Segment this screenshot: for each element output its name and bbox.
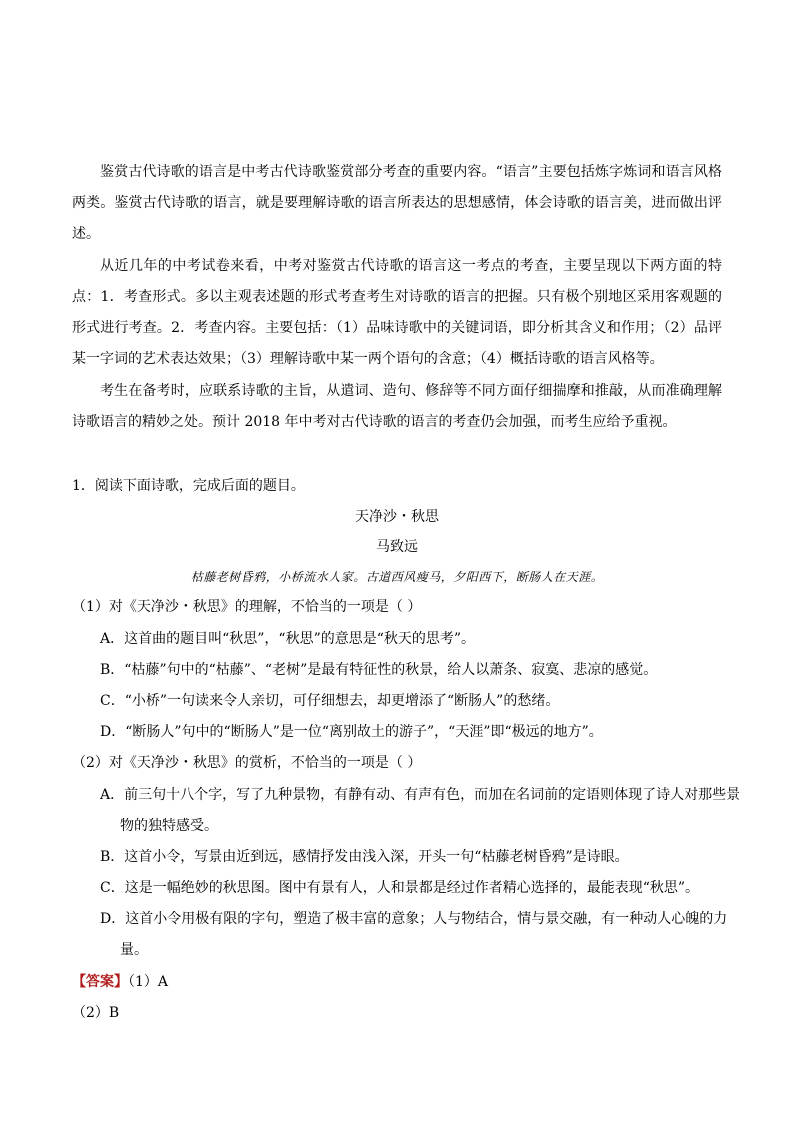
answer-line-2: [72, 998, 119, 1028]
sub-question-1: （1）对《天净沙・秋思》的理解，不恰当的一项是（ ）: [72, 599, 422, 615]
q1-option-d: D．“断肠人”句中的“断肠人”是一位“离别故土的游子”，“天涯”即“极远的地方”。: [100, 724, 603, 740]
intro-paragraph-3: 考生在备考时，应联系诗歌的主旨，从遣词、造句、修辞等不同方面仔细揣摩和推敲，从而准确理解诗歌语言的精妙之处。预计 2018 年中考对古代诗歌的语言的考查仍会加强，而考生应给予重视。: [72, 383, 722, 430]
poem-author: 马致远: [376, 539, 418, 555]
answer-tag: 【答案】: [72, 974, 128, 990]
q1-option-b: B．“枯藤”句中的“枯藤”、“老树”是最有特征性的秋景，给人以萧条、寂寞、悲凉的感觉。: [100, 662, 658, 678]
poem-title: 天净沙・秋思: [355, 509, 439, 525]
q2-option-a: A．前三句十八个字，写了九种景物，有静有动、有声有色，而加在名词前的定语则体现了诗人对那些景物的独特感受。: [100, 787, 741, 834]
q2-option-c: C．这是一幅绝妙的秋思图。图中有景有人，人和景都是经过作者精心选择的，最能表现“秋思”。: [100, 880, 700, 896]
intro-paragraph-1: 鉴赏古代诗歌的语言是中考古代诗歌鉴赏部分考查的重要内容。“语言”主要包括炼字炼词和语言风格两类。鉴赏古代诗歌的语言，就是要理解诗歌的语言所表达的思想感情，体会诗歌的语言美，进而做出评述。: [72, 164, 722, 242]
q2-option-b: B．这首小令，写景由近到远，感情抒发由浅入深，开头一句“枯藤老树昏鸦”是诗眼。: [100, 849, 629, 865]
answer-line-1: [72, 967, 168, 997]
answer-1: （1）A: [128, 974, 169, 990]
sub-question-2: （2）对《天净沙・秋思》的赏析，不恰当的一项是（ ）: [72, 755, 422, 771]
q1-option-a: A．这首曲的题目叫“秋思”，“秋思”的意思是“秋天的思考”。: [100, 631, 476, 647]
poem-body: 枯藤老树昏鸦，小桥流水人家。古道西风瘦马，夕阳西下，断肠人在天涯。: [190, 570, 604, 584]
q1-option-c: C．“小桥”一句读来令人亲切，可仔细想去，却更增添了“断肠人”的愁绪。: [100, 693, 560, 709]
intro-paragraph-2: 从近几年的中考试卷来看，中考对鉴赏古代诗歌的语言这一考点的考查，主要呈现以下两方面的特点：1．考查形式。多以主观表述题的形式考查考生对诗歌的语言的把握。只有极个别地区采用客观题的形式进行考查。2．考查内容。主要包括：（1）品味诗歌中的关键词语，即分析其含义和作用；（2）品评某一字词的艺术表达效果；（3）理解诗歌中某一两个语句的含意；（4）概括诗歌的语言风格等。: [72, 258, 722, 367]
q2-option-d: D．这首小令用极有限的字句，塑造了极丰富的意象；人与物结合，情与景交融，有一种动人心魄的力量。: [100, 911, 728, 958]
answer-2: （2）B: [72, 1005, 120, 1021]
question-stem: 1．阅读下面诗歌，完成后面的题目。: [72, 478, 305, 494]
